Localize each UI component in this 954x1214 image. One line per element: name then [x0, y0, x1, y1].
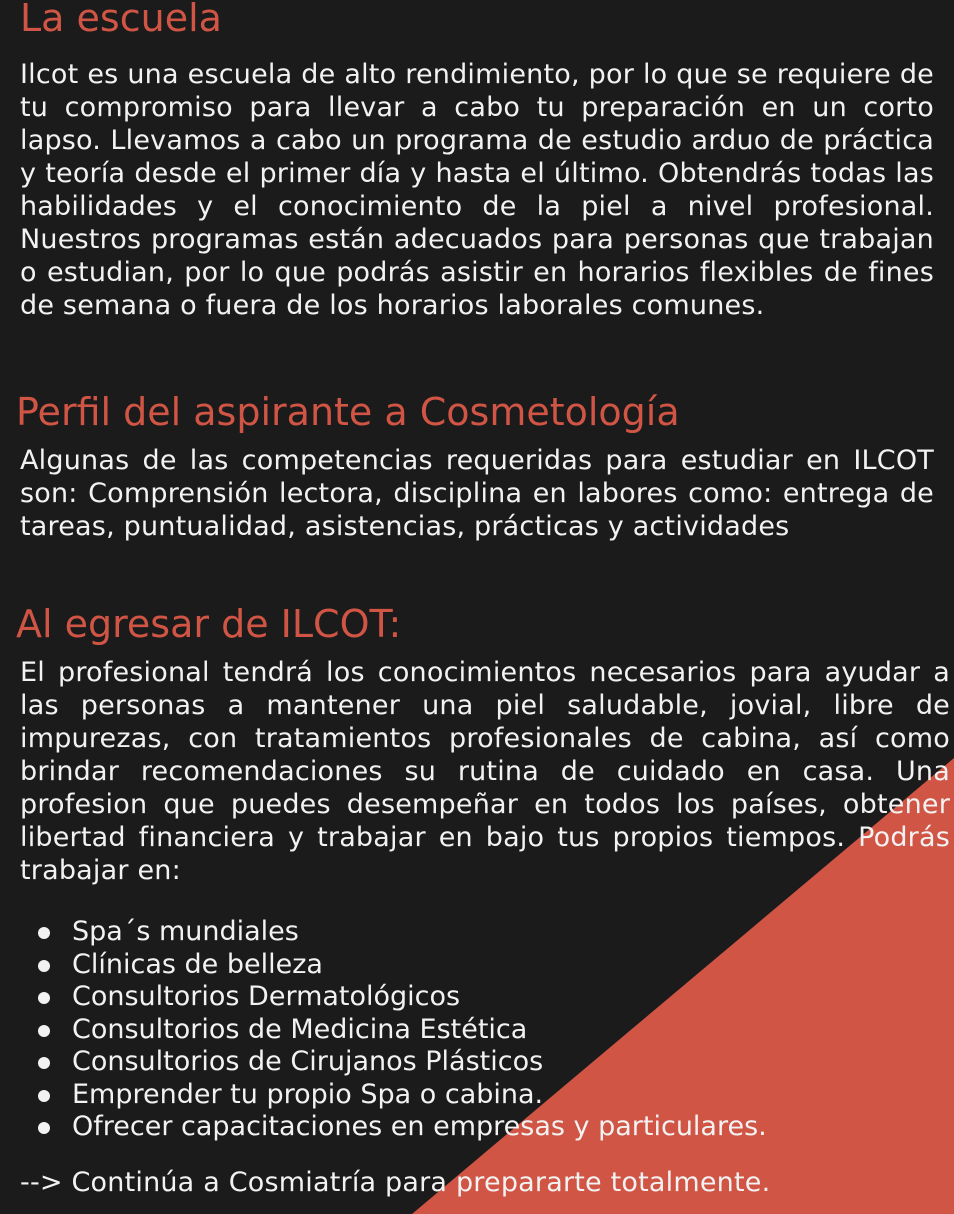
list-item-text: Consultorios de Medicina Estética — [72, 1013, 528, 1045]
list-item-text: Consultorios Dermatológicos — [72, 981, 461, 1012]
list-item — [30, 1079, 767, 1112]
footer-note: --> Continúa a Cosmiatría para prepararte totalmente. — [20, 1167, 771, 1198]
bullet-icon — [38, 1057, 50, 1069]
list-item — [30, 949, 767, 982]
bullet-icon — [38, 1122, 50, 1134]
list-item-text: Clínicas de belleza — [72, 948, 323, 980]
list-item-text: Ofrecer capacitaciones en empresas y particulares. — [72, 1111, 767, 1142]
list-item-text: Emprender tu propio Spa o cabina. — [72, 1078, 544, 1110]
section-body-egresar: El profesional tendrá los conocimientos necesarios para ayudar a las personas a mantener una piel saludable, jovial, libre de impurezas, con tratamientos profesionales de cabina, así como brindar recomendaciones su rutina de cuidado en casa. Una profesion que puedes desempeñar en todos los países, obtener libertad financiera y trabajar en bajo tus propios tiempos. Podrás trabajar en: — [20, 657, 950, 886]
list-item — [30, 1014, 767, 1047]
bullet-icon — [38, 1025, 50, 1037]
bullet-icon — [38, 960, 50, 972]
list-item — [30, 1046, 767, 1079]
bullet-icon — [38, 1090, 50, 1102]
list-item — [30, 981, 767, 1014]
bullet-icon — [38, 927, 50, 939]
section-title-escuela: La escuela — [20, 0, 222, 40]
list-item — [30, 1111, 767, 1144]
list-item-text: Consultorios de Cirujanos Plásticos — [72, 1046, 544, 1077]
section-title-perfil: Perfil del aspirante a Cosmetología — [16, 390, 680, 434]
list-item — [30, 916, 767, 949]
section-body-perfil: Algunas de las competencias requeridas para estudiar en ILCOT son: Comprensión lectora, disciplina en labores como: entrega de tareas, puntualidad, asistencias, prácticas y actividades — [20, 445, 934, 542]
bullet-icon — [38, 992, 50, 1004]
section-body-escuela: Ilcot es una escuela de alto rendimiento, por lo que se requiere de tu compromiso para llevar a cabo tu preparación en un corto lapso. Llevamos a cabo un programa de estudio arduo de práctica y teoría desde el primer día y hasta el último. Obtendrás todas las habilidades y el conocimiento de la piel a nivel profesional. Nuestros programas están adecuados para personas que trabajan o estudian, por lo que podrás asistir en horarios flexibles de fines de semana o fuera de los horarios laborales comunes. — [20, 59, 934, 321]
workplaces-list — [30, 916, 767, 1144]
list-item-text: Spa´s mundiales — [72, 916, 299, 947]
section-title-egresar: Al egresar de ILCOT: — [16, 602, 402, 646]
